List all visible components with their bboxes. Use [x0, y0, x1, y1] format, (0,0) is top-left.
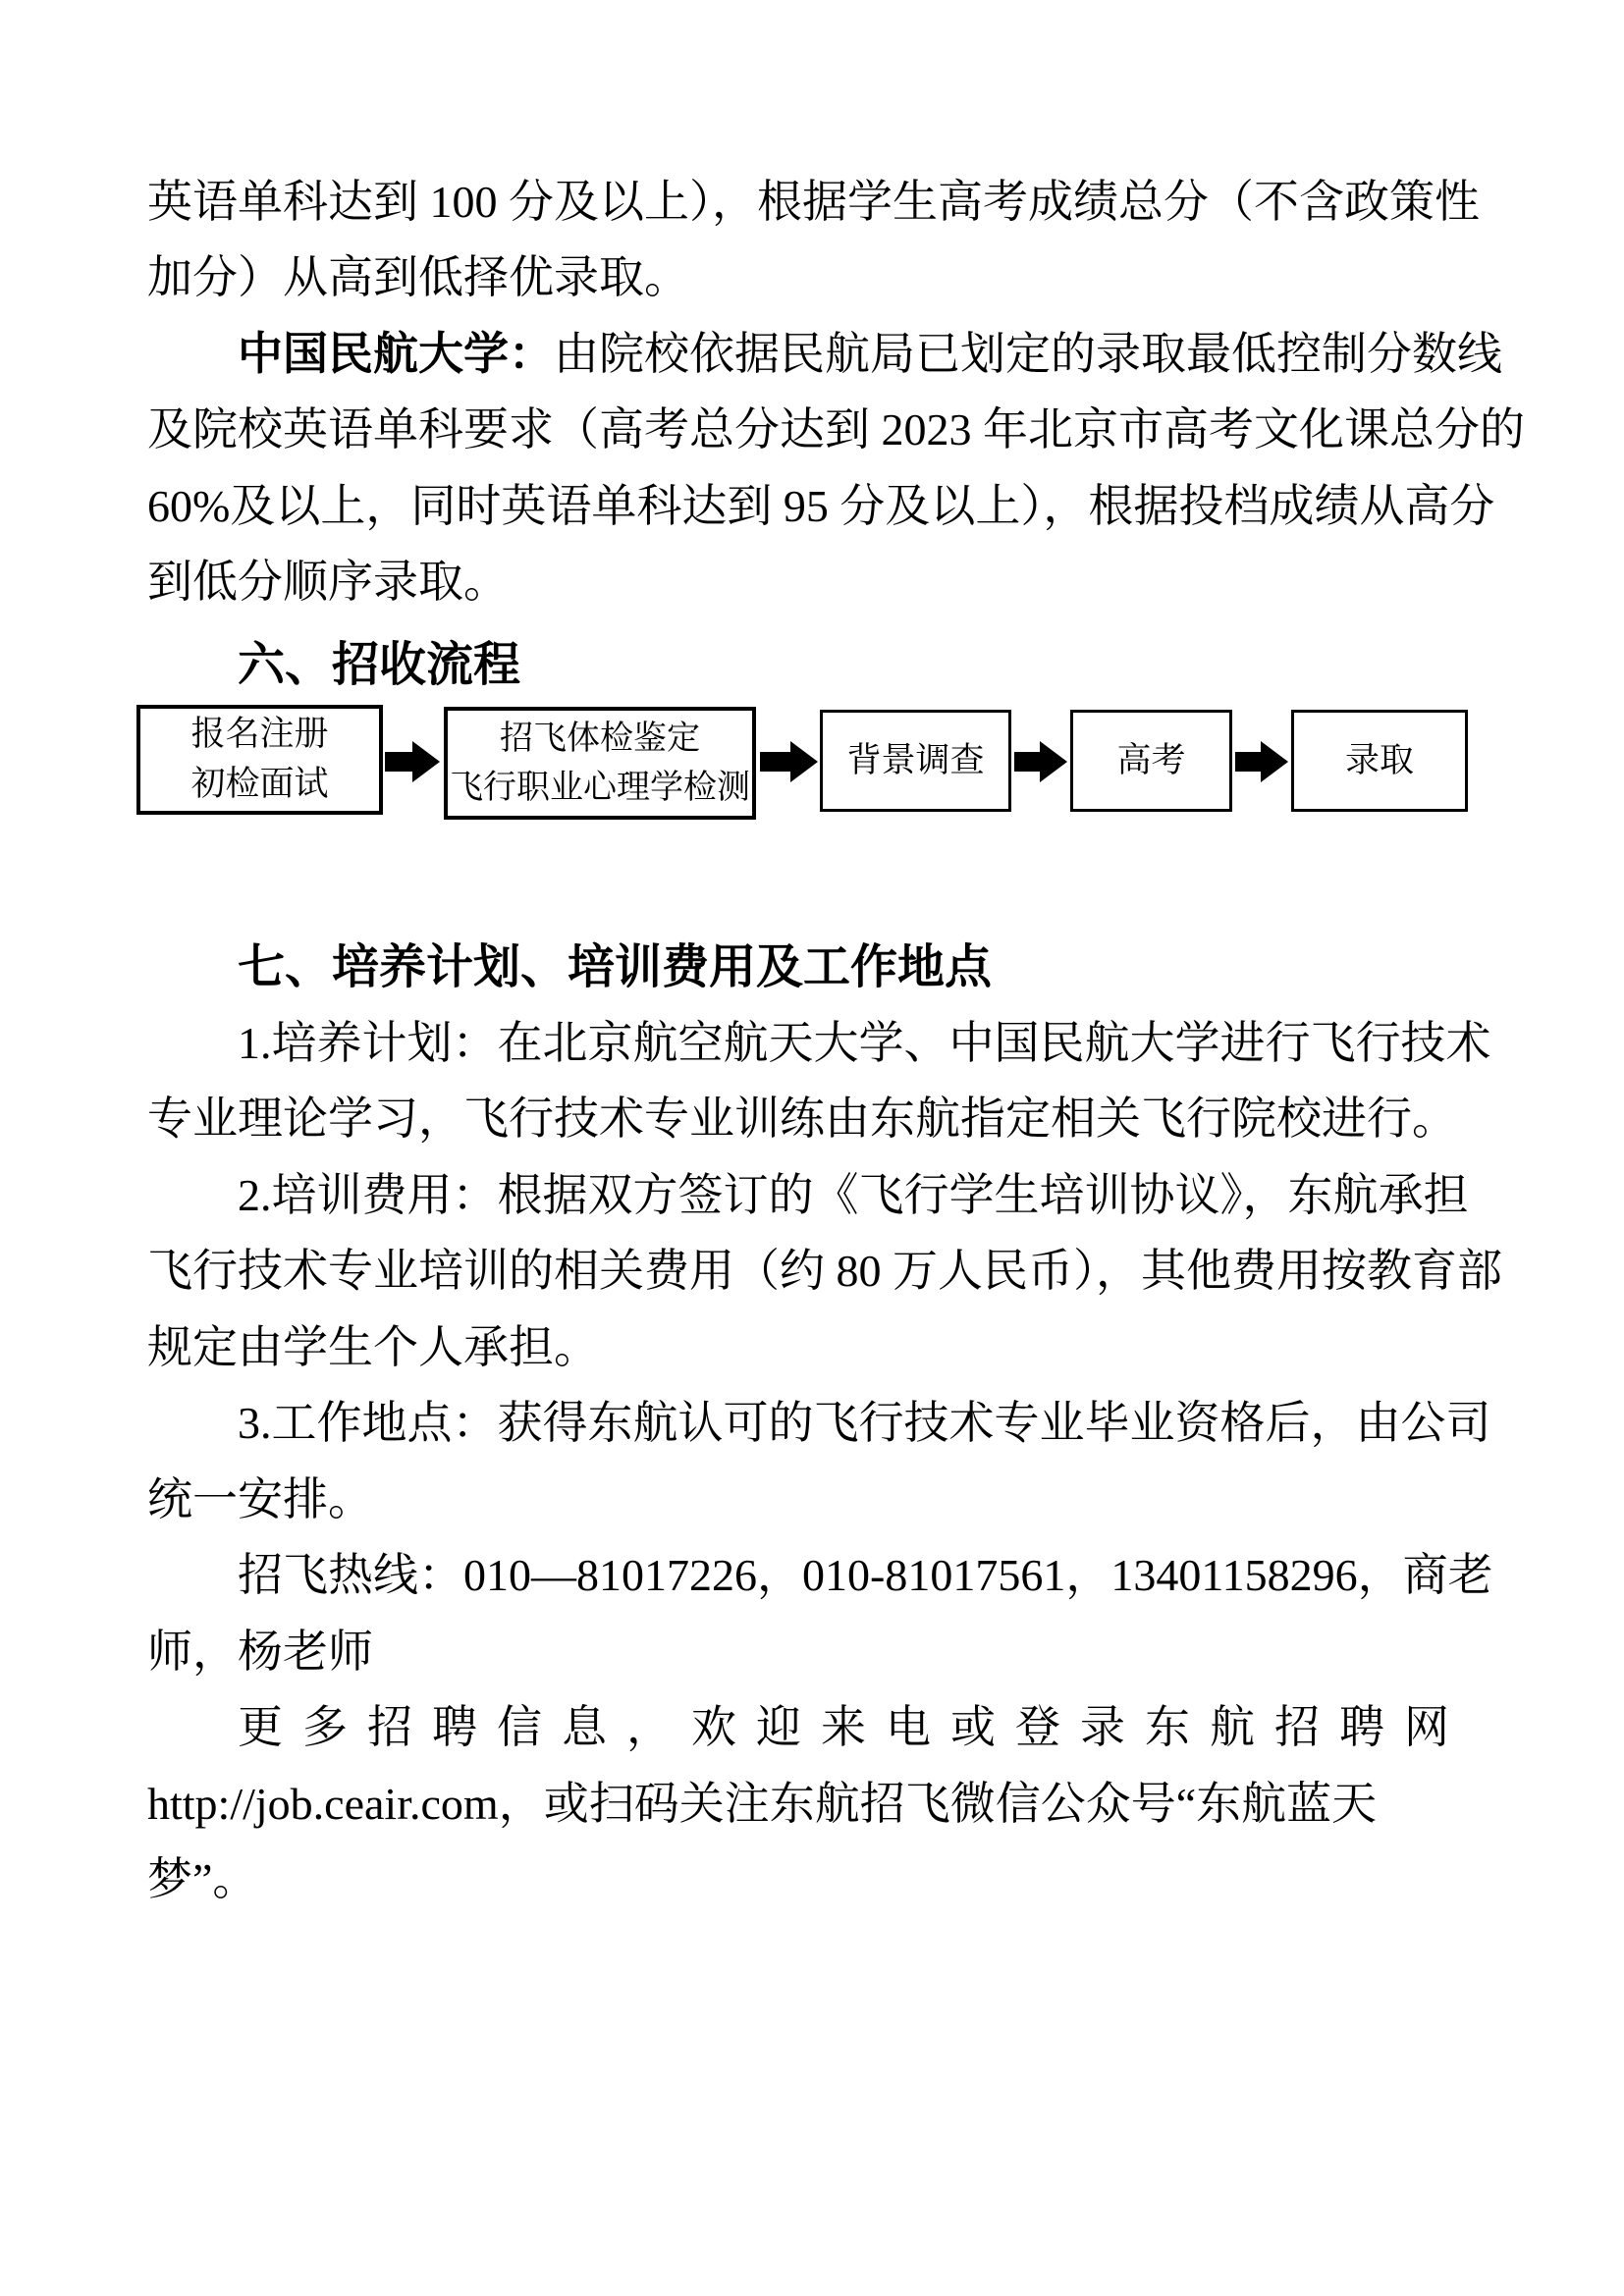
more-info-line-2: http://job.ceair.com，或扫码关注东航招飞微信公众号“东航蓝天: [147, 1779, 1378, 1829]
flow-arrow-4: [1235, 741, 1288, 782]
section6-heading: 六、招收流程: [238, 639, 521, 691]
intro-line-1: 英语单科达到 100 分及以上），根据学生高考成绩总分（不含政策性: [147, 177, 1480, 227]
caac-line-1: [147, 316, 1502, 393]
flow-step-background-check-line-1: 背景调查: [846, 740, 985, 779]
caac-university-label: 中国民航大学：: [238, 329, 554, 379]
flow-step-registration-line-2: 初检面试: [190, 765, 329, 803]
flow-arrow-2-head: [790, 741, 818, 782]
flow-step-medical-exam-line-1: 招飞体检鉴定: [500, 721, 700, 758]
training-cost-line-3: 规定由学生个人承担。: [147, 1322, 599, 1372]
flow-step-registration-line-1: 报名注册: [190, 715, 329, 754]
section7-heading: 七、培养计划、培训费用及工作地点: [238, 941, 993, 993]
flow-arrow-2-shaft: [760, 752, 790, 772]
more-info-line-3: 梦”。: [147, 1854, 258, 1904]
hotline-line-1: 招飞热线：010—81017226，010-81017561，13401158296，商老: [238, 1550, 1493, 1600]
caac-line-2: 及院校英语单科要求（高考总分达到 2023 年北京市高考文化课总分的: [147, 404, 1525, 454]
flow-step-registration: [136, 705, 383, 815]
flow-step-admission: [1291, 710, 1468, 812]
caac-line-1-rest: 由院校依据民航局已划定的录取最低控制分数线: [554, 329, 1502, 379]
flow-step-medical-exam: [444, 707, 756, 820]
work-location-line-2: 统一安排。: [147, 1474, 373, 1524]
training-plan-line-1: 1.培养计划：在北京航空航天大学、中国民航大学进行飞行技术: [238, 1018, 1491, 1068]
flow-arrow-1: [385, 741, 440, 782]
caac-line-3: 60%及以上，同时英语单科达到 95 分及以上），根据投档成绩从高分: [147, 481, 1495, 531]
flow-arrow-1-shaft: [385, 752, 412, 772]
flow-step-gaokao: [1070, 710, 1232, 812]
work-location-line-1: 3.工作地点：获得东航认可的飞行技术专业毕业资格后，由公司: [238, 1398, 1491, 1448]
flow-step-gaokao-line-1: 高考: [1116, 740, 1186, 779]
training-plan-line-2: 专业理论学习，飞行技术专业训练由东航指定相关飞行院校进行。: [147, 1094, 1457, 1144]
hotline-line-2: 师，杨老师: [147, 1627, 373, 1677]
flow-arrow-2: [760, 741, 818, 782]
flow-step-admission-line-1: 录取: [1344, 740, 1414, 779]
training-cost-line-2: 飞行技术专业培训的相关费用（约 80 万人民币），其他费用按教育部: [147, 1246, 1502, 1296]
flow-step-background-check: [820, 710, 1011, 812]
flow-arrow-4-head: [1261, 741, 1288, 782]
caac-line-4: 到低分顺序录取。: [147, 557, 509, 607]
flow-arrow-4-shaft: [1235, 752, 1261, 772]
flow-step-medical-exam-line-2: 飞行职业心理学检测: [450, 769, 750, 806]
flow-arrow-3: [1014, 741, 1067, 782]
training-cost-line-1: 2.培训费用：根据双方签订的《飞行学生培训协议》，东航承担: [238, 1170, 1469, 1220]
flow-arrow-3-shaft: [1014, 752, 1040, 772]
flow-arrow-3-head: [1040, 741, 1067, 782]
intro-line-2: 加分）从高到低择优录取。: [147, 252, 689, 302]
more-info-line-1: 更多招聘信息，欢迎来电或登录东航招聘网: [238, 1702, 1469, 1752]
flow-arrow-1-head: [412, 741, 440, 782]
